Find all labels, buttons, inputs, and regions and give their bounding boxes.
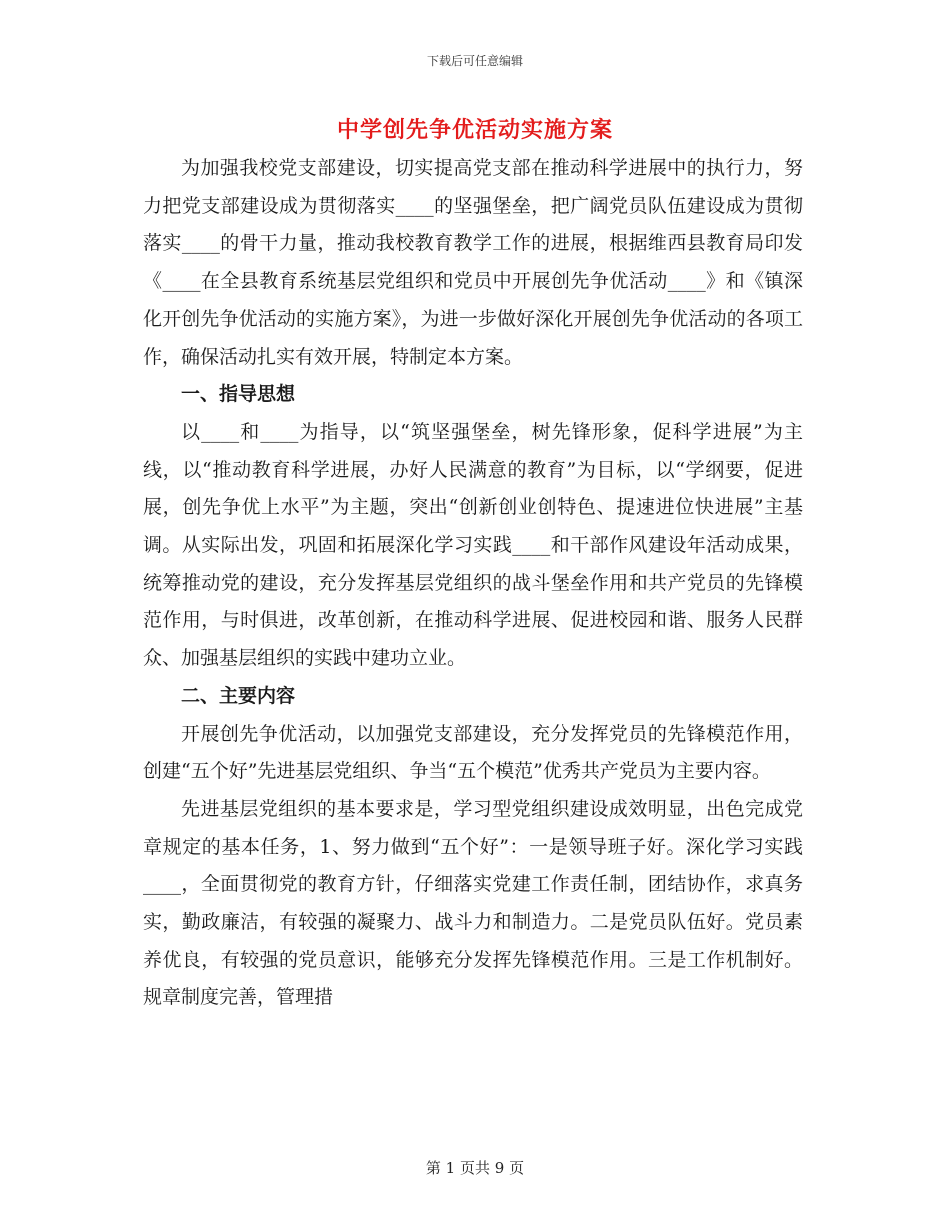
section-1-heading: 一、指导思想 <box>181 383 296 406</box>
document-body <box>143 150 803 1017</box>
intro-paragraph: 为加强我校党支部建设，切实提高党支部在推动科学进展中的执行力，努力把党支部建设成为贯彻落实____的坚强堡垒，把广阔党员队伍建设成为贯彻落实____的骨干力量，推动我校教育教学工作的进展，根据维西县教育局印发《____在全县教育系统基层党组织和党员中开展创先争优活动____》和《镇深化开创先争优活动的实施方案》，为进一步做好深化开展创先争优活动的各项工作，确保活动扎实有效开展，特制定本方案。 <box>143 157 803 368</box>
section-2-paragraph-1: 开展创先争优活动，以加强党支部建设，充分发挥党员的先锋模范作用，创建“五个好”先进基层党组织、争当“五个模范”优秀共产党员为主要内容。 <box>143 722 803 783</box>
header-note: 下载后可任意编辑 <box>426 54 523 68</box>
section-2-heading: 二、主要内容 <box>181 684 296 707</box>
page-number: 第 1 页共 9 页 <box>425 1159 525 1177</box>
section-1-paragraph: 以____和____为指导，以“筑坚强堡垒，树先锋形象，促科学进展”为主线，以“推动教育科学进展，办好人民满意的教育”为目标，以“学纲要，促进展，创先争优上水平”为主题，突出“创新创业创特色、提速进位快进展”主基调。从实际出发，巩固和拓展深化学习实践____和干部作风建设年活动成果，统筹推动党的建设，充分发挥基层党组织的战斗堡垒作用和共产党员的先锋模范作用，与时俱进，改革创新，在推动科学进展、促进校园和谐、服务人民群众、加强基层组织的实践中建功立业。 <box>143 420 803 670</box>
document-title: 中学创先争优活动实施方案 <box>336 117 613 143</box>
section-2-paragraph-2: 先进基层党组织的基本要求是，学习型党组织建设成效明显，出色完成党章规定的基本任务，1、努力做到“五个好”：一是领导班子好。深化学习实践____，全面贯彻党的教育方针，仔细落实党建工作责任制，团结协作，求真务实，勤政廉洁，有较强的凝聚力、战斗力和制造力。二是党员队伍好。党员素养优良，有较强的党员意识，能够充分发挥先锋模范作用。三是工作机制好。规章制度完善，管理措 <box>143 797 803 1009</box>
